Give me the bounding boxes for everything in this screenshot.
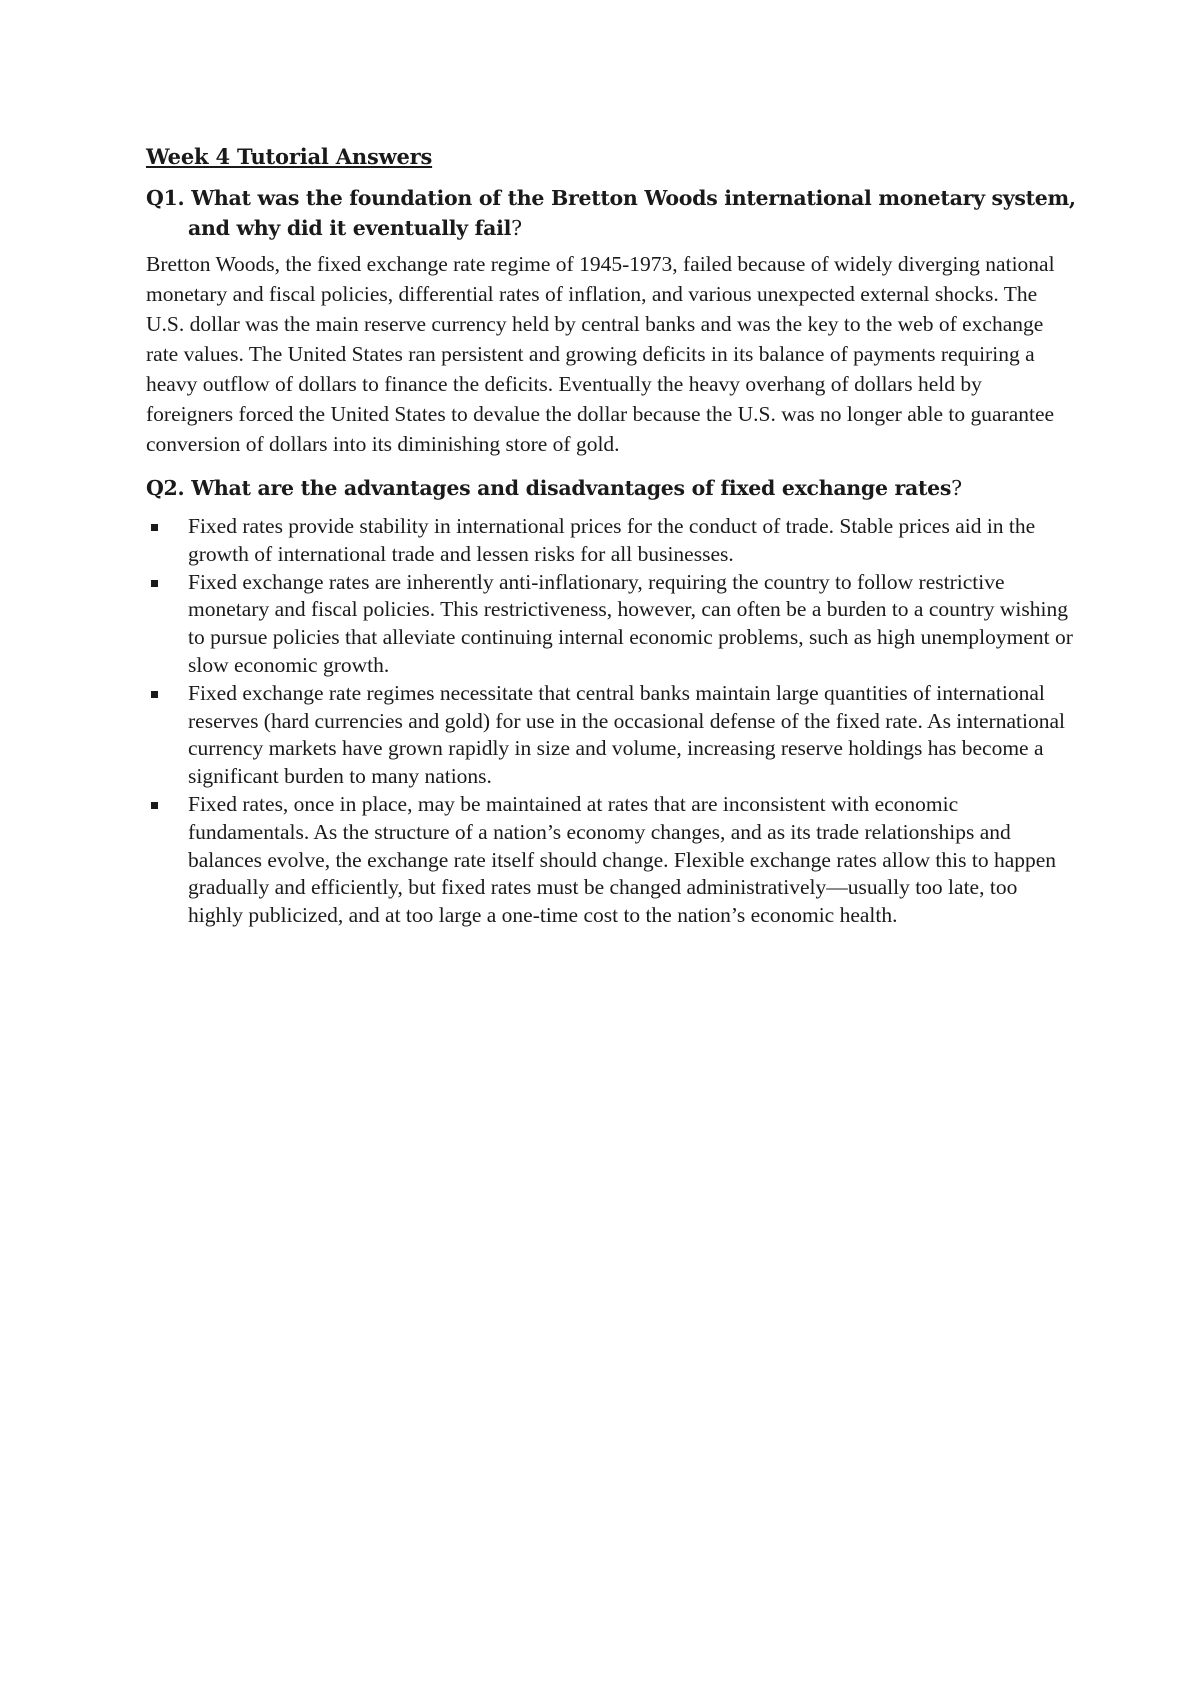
bullet-item — [188, 791, 1076, 930]
question-1 — [146, 183, 1076, 243]
document-page — [146, 144, 1076, 930]
question-1-text: Q1. What was the foundation of the Bretton Woods international monetary system, and why did it eventually fail — [146, 186, 1076, 240]
bullet-text: Fixed rates provide stability in international prices for the conduct of trade. Stable prices aid in the growth of international trade and lessen risks for all businesses. — [188, 514, 1036, 566]
bullet-text: Fixed rates, once in place, may be maintained at rates that are inconsistent with economic fundamentals. As the structure of a nation’s economy changes, and as its trade relationships and balances evolve, the exchange rate itself should change. Flexible exchange rates allow this to happen gradually and efficiently, but fixed rates must be changed administratively—usually too late, too highly publicized, and at too large a one-time cost to the nation’s economic health. — [188, 791, 1057, 928]
bullet-item — [188, 569, 1076, 680]
question-2-text: Q2. What are the advantages and disadvantages of fixed exchange rates — [146, 476, 952, 500]
bullet-item — [188, 680, 1076, 791]
answer-2-bullet-list — [146, 513, 1076, 930]
square-bullet-icon — [151, 691, 158, 698]
answer-1-paragraph: Bretton Woods, the fixed exchange rate regime of 1945-1973, failed because of widely diverging national monetary and fiscal policies, differential rates of inflation, and various unexpected external shocks. The U.S. dollar was the main reserve currency held by central banks and was the key to the web of exchange rate values. The United States ran persistent and growing deficits in its balance of payments requiring a heavy outflow of dollars to finance the deficits. Eventually the heavy overhang of dollars held by foreigners forced the United States to devalue the dollar because the U.S. was no longer able to guarantee conversion of dollars into its diminishing store of gold. — [146, 252, 1055, 456]
square-bullet-icon — [151, 802, 158, 809]
square-bullet-icon — [151, 524, 158, 531]
bullet-text: Fixed exchange rates are inherently anti-inflationary, requiring the country to follow restrictive monetary and fiscal policies. This restrictiveness, however, can often be a burden to a country wishing to pursue policies that alleviate continuing internal economic problems, such as high unemployment or slow economic growth. — [188, 569, 1073, 677]
question-1-mark: ? — [511, 216, 522, 240]
bullet-item — [188, 513, 1076, 569]
page-title: Week 4 Tutorial Answers — [146, 144, 433, 169]
square-bullet-icon — [151, 580, 158, 587]
question-2-mark: ? — [951, 476, 962, 500]
bullet-text: Fixed exchange rate regimes necessitate that central banks maintain large quantities of international reserves (hard currencies and gold) for use in the occasional defense of the fixed rate. As international currency markets have grown rapidly in size and volume, increasing reserve holdings has become a significant burden to many nations. — [188, 680, 1065, 789]
question-2 — [146, 473, 1076, 503]
